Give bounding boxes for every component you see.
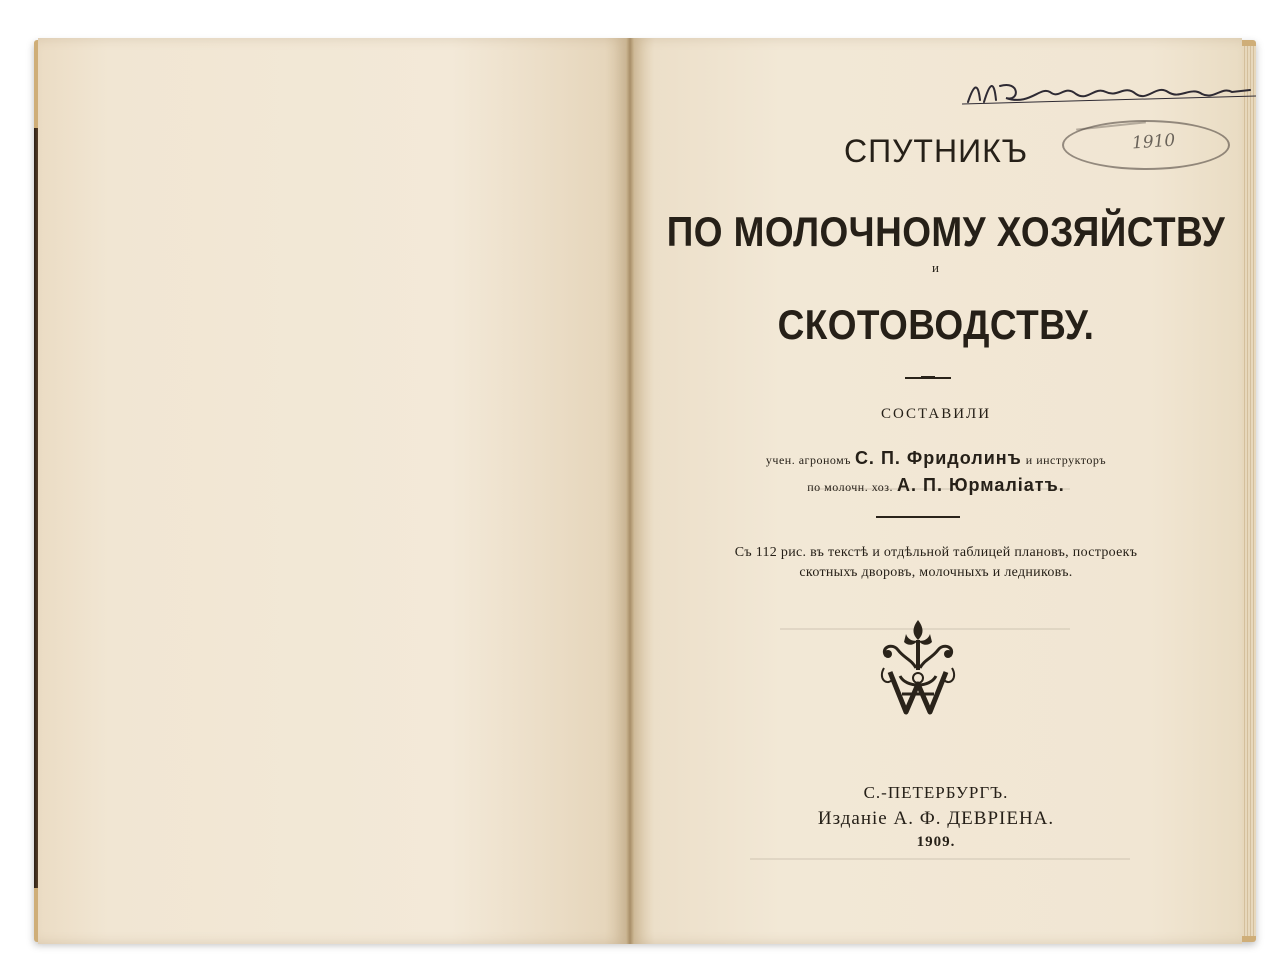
author1-prefix: учен. агрономъ <box>765 453 851 467</box>
author2-name: А. П. Юрмаліатъ. <box>897 475 1065 495</box>
publisher-monogram-emblem-icon <box>876 618 960 718</box>
stamp-year: 1910 <box>1131 130 1176 154</box>
title-main-second: СКОТОВОДСТВУ. <box>777 301 1095 348</box>
title-conjunction: и <box>932 260 940 275</box>
publication-year: 1909. <box>916 834 956 850</box>
publication-city: С.-ПЕТЕРБУРГЪ. <box>863 783 1009 802</box>
publisher-line: Изданіе А. Ф. ДЕВРІЕНА. <box>817 808 1055 829</box>
illustrations-note-line-2: скотныхъ дворовъ, молочныхъ и ледниковъ. <box>799 565 1073 580</box>
left-page-blank <box>38 38 628 944</box>
bleed-through-mark <box>750 858 1130 860</box>
author1-suffix: и инструкторъ <box>1025 453 1107 467</box>
illustrations-note-line-1: Съ 112 рис. въ текстѣ и отдѣльной таблицей плановъ, построекъ <box>734 545 1138 560</box>
section-rule <box>876 516 960 518</box>
open-book <box>30 38 1258 944</box>
page-edges <box>1242 46 1256 936</box>
author-line-1 <box>630 448 1242 469</box>
composed-by-label: СОСТАВИЛИ <box>880 406 992 422</box>
title-page-content <box>630 38 1242 944</box>
title-divider-center <box>921 376 935 379</box>
title-small: СПУТНИКЪ <box>843 133 1029 169</box>
author1-name: С. П. Фридолинъ <box>854 448 1022 468</box>
title-main: ПО МОЛОЧНОМУ ХОЗЯЙСТВУ <box>666 208 1226 255</box>
author2-prefix: по молочн. хоз. <box>807 480 894 494</box>
author-line-2 <box>630 475 1242 496</box>
handwritten-signature <box>960 76 1260 106</box>
stamp-faint-text <box>1076 121 1146 130</box>
